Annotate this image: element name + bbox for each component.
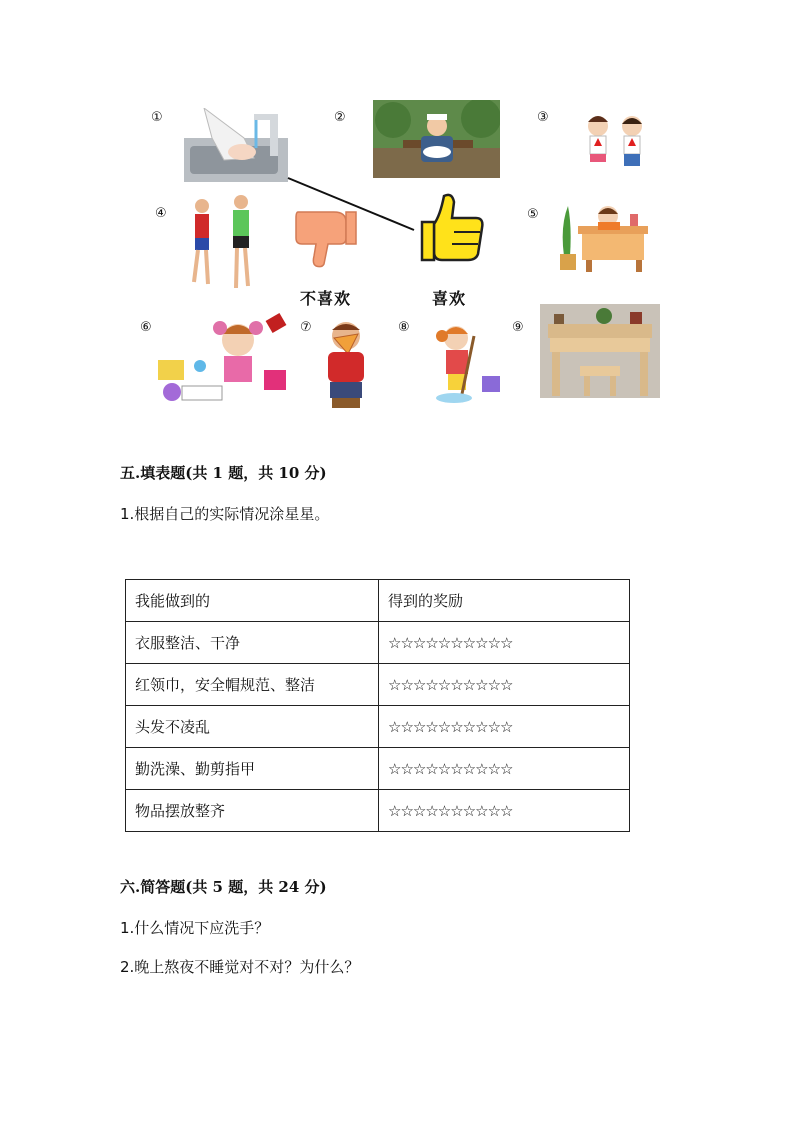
section-5-question: 1.根据自己的实际情况涂星星。 [120,505,330,523]
table-header-cell: 得到的奖励 [379,580,630,622]
stars-cell[interactable]: ☆☆☆☆☆☆☆☆☆☆ [379,748,630,790]
stars-cell[interactable]: ☆☆☆☆☆☆☆☆☆☆ [379,664,630,706]
pic-number-2: ② [334,110,346,125]
habit-cell: 红领巾，安全帽规范、整洁 [126,664,379,706]
hand-washing-image [184,108,290,186]
section-6-question-1: 1.什么情况下应洗手？ [120,919,270,937]
like-label: 喜欢 [432,289,467,308]
habit-cell: 物品摆放整齐 [126,790,379,832]
dislike-label: 不喜欢 [300,289,352,308]
pic-number-7: ⑦ [300,320,312,335]
man-eating-pizza-image [318,318,374,410]
stars-cell[interactable]: ☆☆☆☆☆☆☆☆☆☆ [379,706,630,748]
table-row [126,664,630,706]
man-eating-park-image [373,100,500,178]
girl-sweeping-image [428,320,504,404]
habit-cell: 勤洗澡、勤剪指甲 [126,748,379,790]
pic-number-3: ③ [537,110,549,125]
tidy-desk-image [540,304,660,398]
habit-cell: 衣服整洁、干净 [126,622,379,664]
table-row [126,790,630,832]
two-children-image [576,112,654,170]
pic-number-4: ④ [155,206,167,221]
star-table [125,579,630,832]
pic-number-9: ⑨ [512,320,524,335]
girl-at-desk-image [556,196,650,274]
table-header-row [126,580,630,622]
pic-number-6: ⑥ [140,320,152,335]
table-row [126,622,630,664]
connector-line [280,170,420,240]
runners-image [186,192,260,296]
stars-cell[interactable]: ☆☆☆☆☆☆☆☆☆☆ [379,790,630,832]
pic-number-8: ⑧ [398,320,410,335]
messy-girl-image [152,310,292,406]
habit-cell: 头发不凌乱 [126,706,379,748]
section-6-question-2: 2.晚上熬夜不睡觉对不对？为什么？ [120,958,360,976]
section-5-title: 五.填表题(共 1 题，共 10 分) [120,464,327,482]
section-6-title: 六.简答题(共 5 题，共 24 分) [120,878,327,896]
thumbs-up-icon [420,192,488,264]
stars-cell[interactable]: ☆☆☆☆☆☆☆☆☆☆ [379,622,630,664]
table-row [126,748,630,790]
table-row [126,706,630,748]
table-header-cell: 我能做到的 [126,580,379,622]
pic-number-1: ① [151,110,163,125]
pic-number-5: ⑤ [527,207,539,222]
